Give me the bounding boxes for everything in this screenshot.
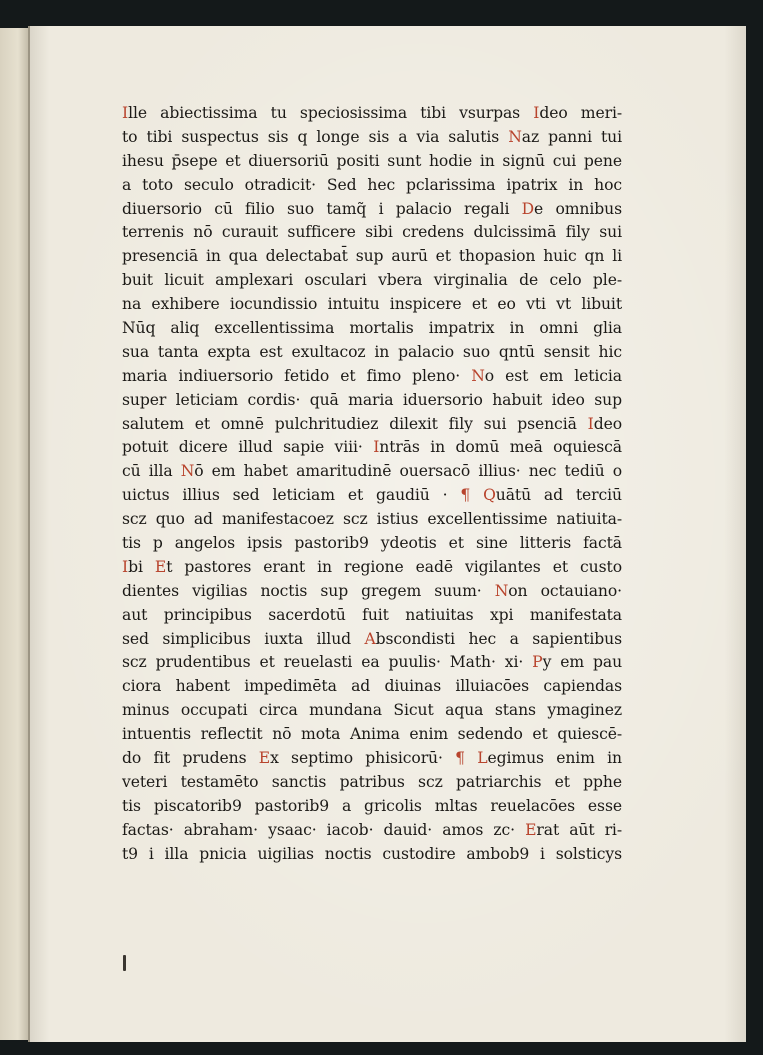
text-segment: uictus illius sed leticiam et gaudiū ·: [122, 486, 461, 505]
text-segment: egimus enim in: [487, 749, 622, 768]
text-line: [122, 723, 622, 747]
text-segment: sua tanta expta est exultacoz in palacio suo qntū sensit hic: [122, 342, 622, 361]
text-segment: Nūq aliq excellentissima mortalis impatrix in omni glia: [122, 319, 622, 338]
text-line: [122, 580, 622, 604]
text-segment: ntrās in domū meā oquiescā: [379, 438, 623, 457]
text-line: [122, 771, 622, 795]
text-line: [122, 389, 622, 413]
text-segment: presenciā in qua delectabat̄ sup aurū et thopasion huic qn li: [122, 247, 622, 266]
text-segment: x septimo phisicorū·: [270, 749, 456, 768]
text-segment: na exhibere iocundissio intuitu inspicere et eo vti vt libuit: [122, 295, 622, 314]
rubricated-initial: ¶: [455, 749, 478, 768]
rubricated-initial: N: [508, 127, 522, 146]
text-line: [122, 126, 622, 150]
text-line: [122, 819, 622, 843]
rubricated-initial: ¶: [460, 486, 484, 505]
rubricated-initial: P: [532, 653, 543, 672]
text-segment: az panni tui: [521, 127, 622, 146]
rubricated-initial: N: [471, 366, 485, 385]
text-segment: super leticiam cordis· quā maria iduersorio habuit ideo sup: [122, 390, 622, 409]
rubricated-initial: A: [364, 629, 376, 648]
text-segment: tis p angelos ipsis pastorib9 ydeotis et sine litteris factā: [122, 534, 622, 553]
text-line: [122, 436, 622, 460]
rubricated-initial: I: [122, 104, 129, 122]
text-segment: ihesu p̄sepe et diuersoriū positi sunt hodie in signū cui pene: [122, 151, 622, 170]
text-line: [122, 747, 622, 771]
text-segment: veteri testamēto sanctis patribus scz patriarchis et pphe: [122, 772, 622, 791]
text-line: [122, 245, 622, 269]
text-line: [122, 413, 622, 437]
rubricated-initial: I: [533, 104, 540, 122]
text-segment: o est em leticia: [484, 366, 622, 385]
rubricated-initial: L: [477, 749, 488, 768]
text-segment: factas· abraham· ysaac· iacob· dauid· amos zc·: [122, 820, 526, 839]
text-segment: buit licuit amplexari osculari vbera virginalia de celo ple-: [122, 271, 622, 290]
text-segment: aut principibus sacerdotū fuit natiuitas xpi manifestata: [122, 605, 622, 624]
text-segment: do fit prudens: [122, 749, 259, 768]
text-segment: potuit dicere illud sapie viii·: [122, 438, 374, 457]
text-segment: minus occupati circa mundana Sicut aqua stans ymaginez: [122, 701, 622, 720]
rubricated-initial: I: [373, 438, 380, 457]
text-segment: uātū ad terciū: [495, 486, 623, 505]
text-segment: scz quo ad manifestacoez scz istius excellentissime natiuita-: [122, 510, 622, 529]
text-line: [122, 341, 622, 365]
text-segment: terrenis nō curauit sufficere sibi credens dulcissimā fily sui: [122, 223, 622, 242]
text-segment: sed simplicibus iuxta illud: [122, 629, 365, 648]
text-segment: scz prudentibus et reuelasti ea puulis· Math· xi·: [122, 653, 533, 672]
text-segment: deo meri-: [539, 104, 623, 122]
text-segment: deo: [593, 414, 622, 433]
rubricated-initial: Q: [483, 486, 496, 505]
text-segment: e omnibus: [534, 199, 622, 218]
text-segment: maria indiuersorio fetido et fimo pleno·: [122, 366, 472, 385]
text-line: [122, 102, 622, 126]
rubricated-initial: E: [154, 557, 167, 576]
text-segment: diuersorio cū filio suo tamq̃ i palacio regali: [122, 199, 522, 218]
text-line: [122, 365, 622, 389]
text-line: [122, 532, 622, 556]
text-segment: to tibi suspectus sis q longe sis a via salutis: [122, 127, 509, 146]
rubricated-initial: E: [525, 820, 537, 839]
text-line: [122, 795, 622, 819]
text-segment: a toto seculo otradicit· Sed hec pclarissima ipatrix in hoc: [122, 175, 622, 194]
text-segment: bscondisti hec a sapientibus: [375, 629, 622, 648]
text-segment: t pastores erant in regione eadē vigilantes et custo: [166, 557, 622, 576]
rubricated-initial: I: [587, 414, 594, 433]
text-line: [122, 508, 622, 532]
rubricated-initial: N: [180, 462, 195, 481]
text-segment: y em pau: [542, 653, 623, 672]
text-line: [122, 699, 622, 723]
text-line: [122, 198, 622, 222]
text-line: [122, 843, 622, 867]
text-segment: dientes vigilias noctis sup gregem suum·: [122, 581, 495, 600]
text-line: [122, 484, 622, 508]
text-line: [122, 317, 622, 341]
text-line: [122, 221, 622, 245]
text-segment: on octauiano·: [508, 581, 622, 600]
text-line: [122, 651, 622, 675]
facing-page-edge: [0, 28, 30, 1040]
text-line: [122, 628, 622, 652]
text-line: [122, 675, 622, 699]
text-segment: bi: [128, 557, 155, 576]
text-segment: salutem et omnē pulchritudiez dilexit fily sui psenciā: [122, 414, 588, 433]
text-segment: tis piscatorib9 pastorib9 a gricolis mltas reuelacōes esse: [122, 796, 622, 815]
text-line: [122, 604, 622, 628]
rubricated-initial: N: [494, 581, 509, 600]
text-line: [122, 174, 622, 198]
rubricated-initial: D: [521, 199, 535, 218]
text-segment: rat aūt ri-: [536, 820, 622, 839]
text-segment: ciora habent impedimēta ad diuinas illuiacōes capiendas: [122, 677, 622, 696]
text-block: [122, 102, 622, 867]
rubricated-initial: I: [122, 557, 129, 576]
text-line: [122, 269, 622, 293]
text-segment: cū illa: [122, 462, 181, 481]
text-line: [122, 150, 622, 174]
text-line: [122, 460, 622, 484]
text-line: [122, 556, 622, 580]
text-segment: lle abiectissima tu speciosissima tibi vsurpas: [128, 104, 534, 122]
text-segment: t9 i illa pnicia uigilias noctis custodire ambob9 i solsticys: [122, 844, 622, 863]
rubricated-initial: E: [258, 749, 271, 768]
text-segment: ō em habet amaritudinē ouersacō illius· nec tediū o: [194, 462, 622, 481]
text-segment: intuentis reflectit nō mota Anima enim sedendo et quiescē-: [122, 725, 622, 744]
text-line: [122, 293, 622, 317]
ink-mark: [123, 955, 126, 971]
